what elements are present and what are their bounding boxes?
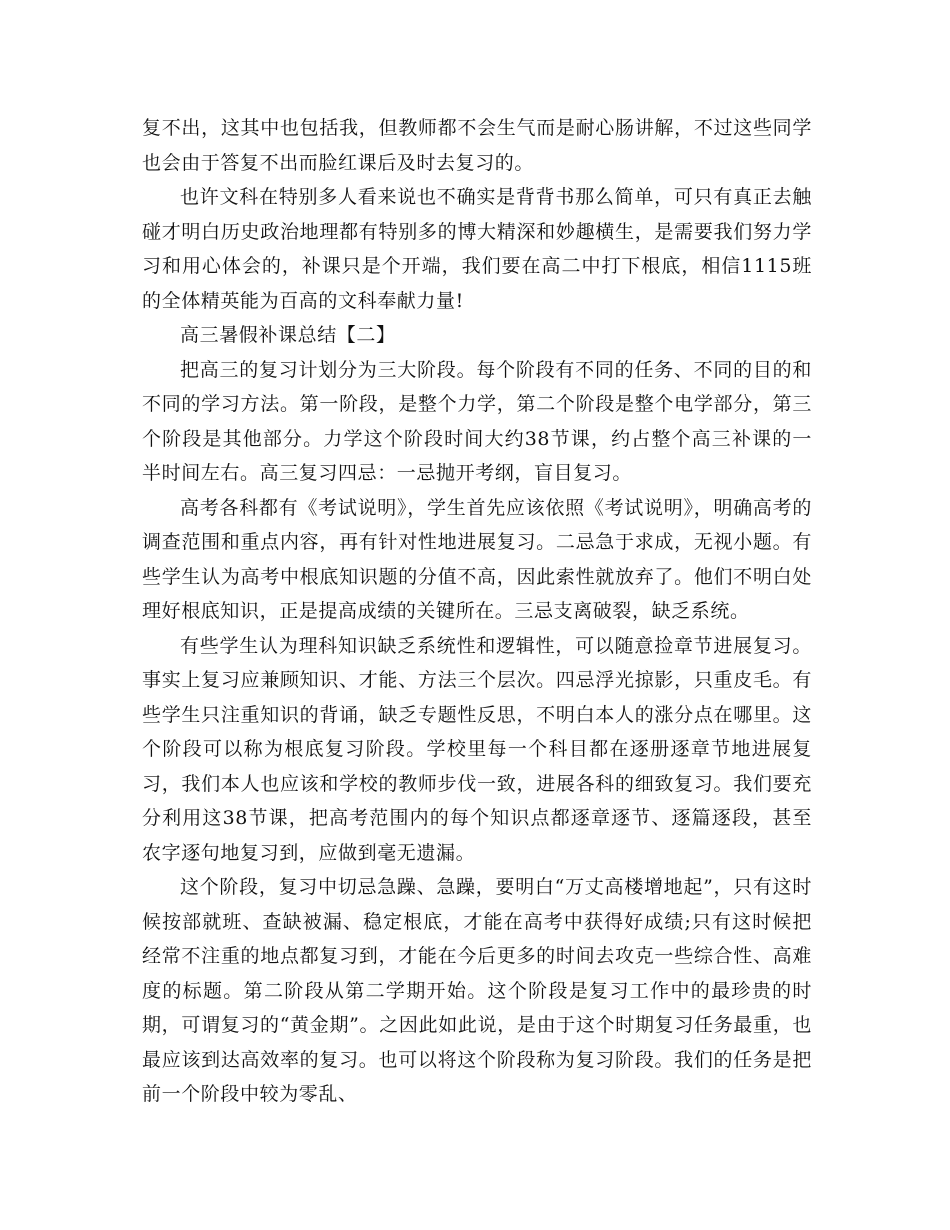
- document-body: [142, 111, 812, 1112]
- paragraph-4: 高考各科都有《考试说明》，学生首先应该依照《考试说明》，明确高考的调查范围和重点内容，再有针对性地进展复习。二忌急于求成，无视小题。有些学生认为高考中根底知识题的分值不高，因此索性就放弃了。他们不明白处理好根底知识，正是提高成绩的关键所在。三忌支离破裂，缺乏系统。: [142, 496, 812, 622]
- paragraph-3: 把高三的复习计划分为三大阶段。每个阶段有不同的任务、不同的目的和不同的学习方法。第一阶段，是整个力学，第二个阶段是整个电学部分，第三个阶段是其他部分。力学这个阶段时间大约38节课，约占整个高三补课的一半时间左右。高三复习四忌：一忌抛开考纲，盲目复习。: [142, 358, 812, 484]
- paragraph-1: 复不出，这其中也包括我，但教师都不会生气而是耐心肠讲解，不过这些同学也会由于答复不出而脸红课后及时去复习的。: [142, 117, 812, 174]
- paragraph-6: 这个阶段，复习中切忌急躁、急躁，要明白“万丈高楼增地起”，只有这时候按部就班、查缺被漏、稳定根底，才能在高考中获得好成绩;只有这时候把经常不注重的地点都复习到，才能在今后更多的时间去攻克一些综合性、高难度的标题。第二阶段从第二学期开始。这个阶段是复习工作中的最珍贵的时期，可谓复习的“黄金期”。之因此如此说，是由于这个时期复习任务最重，也最应该到达高效率的复习。也可以将这个阶段称为复习阶段。我们的任务是把前一个阶段中较为零乱、: [142, 876, 812, 1105]
- paragraph-5: 有些学生认为理科知识缺乏系统性和逻辑性，可以随意捡章节进展复习。事实上复习应兼顾知识、才能、方法三个层次。四忌浮光掠影，只重皮毛。有些学生只注重知识的背诵，缺乏专题性反思，不明白本人的涨分点在哪里。这个阶段可以称为根底复习阶段。学校里每一个科目都在逐册逐章节地进展复习，我们本人也应该和学校的教师步伐一致，进展各科的细致复习。我们要充分利用这38节课，把高考范围内的每个知识点都逐章逐节、逐篇逐段，甚至农字逐句地复习到，应做到毫无遗漏。: [142, 634, 812, 864]
- section-heading: 高三暑假补课总结【二】: [180, 324, 396, 346]
- paragraph-2: 也许文科在特别多人看来说也不确实是背背书那么简单，可只有真正去触碰才明白历史政治地理都有特别多的博大精深和妙趣横生，是需要我们努力学习和用心体会的，补课只是个开端，我们要在高二中打下根底，相信1115班的全体精英能为百高的文科奉献力量!: [142, 186, 812, 312]
